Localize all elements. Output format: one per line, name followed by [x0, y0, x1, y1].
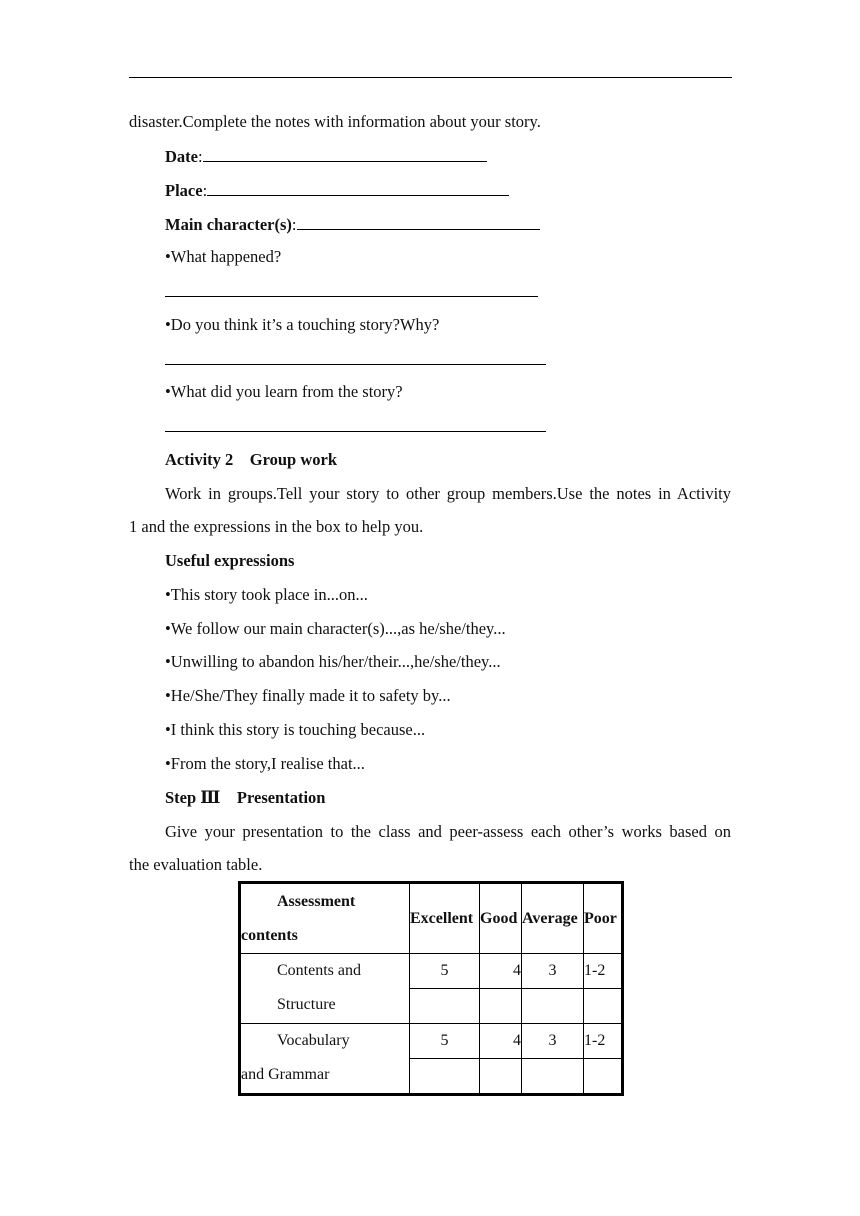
empty-cell	[480, 989, 522, 1024]
step3-paragraph-line2: the evaluation table.	[129, 855, 263, 874]
activity2-paragraph-line2: 1 and the expressions in the box to help you.	[129, 517, 424, 536]
answer-blank-2	[165, 349, 546, 370]
evaluation-table	[238, 881, 624, 1096]
empty-cell	[480, 1059, 522, 1095]
header-good: Good	[480, 883, 522, 954]
table-header-row	[240, 883, 623, 954]
table-row	[240, 1024, 623, 1059]
expression-item: •This story took place in...on...	[165, 585, 368, 604]
score-average: 3	[522, 954, 584, 989]
score-average: 3	[522, 1024, 584, 1059]
activity2-heading: Activity 2 Group work	[165, 450, 338, 469]
header-poor: Poor	[584, 883, 623, 954]
empty-cell	[522, 989, 584, 1024]
colon: :	[291, 215, 297, 234]
header-average: Average	[522, 883, 584, 954]
answer-blank-1	[165, 281, 538, 302]
date-label: Date	[165, 147, 198, 166]
empty-cell	[410, 1059, 480, 1095]
expression-item: •I think this story is touching because...	[165, 720, 426, 739]
header-rule	[129, 77, 732, 78]
expression-item: •He/She/They finally made it to safety by...	[165, 686, 451, 705]
row-label: Contents and Structure	[240, 954, 410, 1024]
score-poor: 1-2	[584, 1024, 623, 1059]
empty-cell	[410, 989, 480, 1024]
intro-line: disaster.Complete the notes with information about your story.	[129, 112, 541, 131]
character-field	[165, 214, 540, 235]
header-excellent: Excellent	[410, 883, 480, 954]
date-field	[165, 146, 487, 167]
colon: :	[202, 181, 208, 200]
character-blank	[297, 214, 540, 230]
score-good: 4	[480, 1024, 522, 1059]
score-excellent: 5	[410, 954, 480, 989]
colon: :	[197, 147, 203, 166]
expression-item: •Unwilling to abandon his/her/their...,he/she/they...	[165, 652, 501, 671]
empty-cell	[584, 989, 623, 1024]
place-field	[165, 180, 509, 201]
score-poor: 1-2	[584, 954, 623, 989]
expression-item: •We follow our main character(s)...,as he/she/they...	[165, 619, 506, 638]
answer-blank-3	[165, 416, 546, 437]
place-label: Place	[165, 181, 203, 200]
header-assessment-contents: Assessment contents	[240, 883, 410, 954]
question-learn: •What did you learn from the story?	[165, 382, 403, 401]
question-what-happened: •What happened?	[165, 247, 282, 266]
score-good: 4	[480, 954, 522, 989]
table-row	[240, 954, 623, 989]
expression-item: •From the story,I realise that...	[165, 754, 365, 773]
place-blank	[207, 180, 509, 196]
empty-cell	[584, 1059, 623, 1095]
step3-heading: Step Ⅲ Presentation	[165, 788, 326, 807]
character-label: Main character(s)	[165, 215, 292, 234]
useful-expressions-heading: Useful expressions	[165, 551, 295, 570]
activity2-paragraph-line1: Work in groups.Tell your story to other group members.Use the notes in Activity	[165, 484, 731, 503]
question-touching: •Do you think it’s a touching story?Why?	[165, 315, 440, 334]
row-label: Vocabulary and Grammar	[240, 1024, 410, 1095]
score-excellent: 5	[410, 1024, 480, 1059]
date-blank	[203, 146, 487, 162]
step3-paragraph-line1: Give your presentation to the class and peer-assess each other’s works based on	[165, 822, 731, 841]
empty-cell	[522, 1059, 584, 1095]
